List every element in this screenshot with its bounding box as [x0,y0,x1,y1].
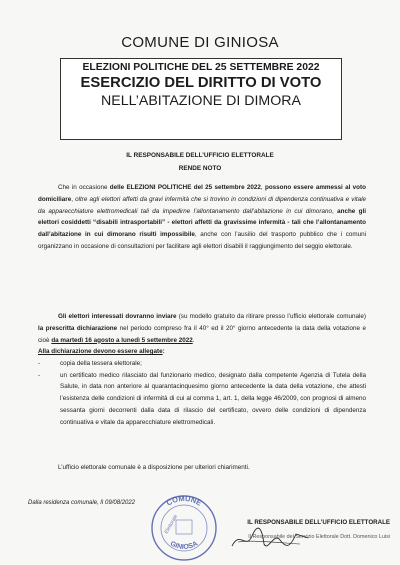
list-item [38,370,366,429]
attachment-2: un certificato medico rilasciato dal funzionario medico, designato dalla competente Agenzia di Tutela della Salute, in data non anteriore al quarantacinquesimo giorno antecedente la data della votazione, che attesti l’esistenza delle condizioni di infermità di cui al comma 1, art. 1, della legge 46/2009, con prognosi di almeno sessanta giorni decorrenti dalla data di rilascio del certificato, ovvero delle condizioni di dipendenza continuativa e vitale da apparecchiature elettromedicali. [60,371,366,426]
header [0,34,400,51]
paragraph-eligibility [38,182,366,253]
svg-text:GINIOSA [169,540,199,551]
list-bullet: - [38,359,41,367]
p2-text-f: . [192,336,195,344]
p2-date-range: da martedì 16 agosto a lunedì 5 settembre 2022 [51,336,193,344]
list-item [38,358,366,370]
p2-text-a: Gli elettori interessati dovranno inviare [58,313,177,320]
paragraph-info [38,462,366,474]
stamp-side-text: Elettorale [163,513,180,535]
attachments-intro: Alla dichiarazione devono essere allegate [38,348,163,355]
notice-subtitle: NELL’ABITAZIONE DI DIMORA [101,93,301,109]
handwritten-signature [230,526,310,552]
p2-indent [38,313,58,320]
svg-text:COMUNE [165,494,204,508]
dateline: Dalla residenza comunale, lì 09/08/2022 [28,500,136,506]
p2-text-c: la prescritta dichiarazione [38,324,118,332]
municipal-stamp [145,490,223,562]
rende-noto-heading: RENDE NOTO [178,165,222,172]
p1-text-i: , anche con l’ausilio del trasporto pubblico che i comuni organizzano in occasione di consultazioni per facilitare agli elettori disabili il raggiungimento del seggio elettorale. [38,231,366,250]
attachments-list [38,358,366,429]
issuer-heading: IL RESPONSABILE DELL’UFFICIO ELETTORALE [126,152,274,159]
p1-text-f: oltre agli elettori affetti da gravi infermità che si trovino in condizioni di dipendenza continuativa e vitale da apparecchiature elettromedicali tali da impedirne l’allontanamento dall’abitazione in cui dimorano [38,195,366,215]
p2-text-d: nel periodo compreso fra il 40° ed il 20° giorno antecedente la data della votazione e cioè [38,324,366,344]
signatory-name: Il Responsabile del Servizio Elettorale Dott. Domenico Luisi [248,534,390,540]
p1-text-c: , [260,184,265,191]
stamp-emblem-icon [176,520,192,534]
p4-text: L’ufficio elettorale comunale è a disposizione per ulteriori chiarimenti. [58,464,250,471]
p1-text-b: delle ELEZIONI POLITICHE del 25 settembre 2022 [109,184,261,191]
municipality-name: COMUNE DI GINIOSA [121,34,279,51]
attachments-colon: : [162,348,165,355]
paragraph-attachments [38,346,366,429]
signatory-title: IL RESPONSABILE DELL’UFFICIO ELETTORALE [247,519,390,526]
p1-text-h: anche gli elettori cosiddetti “disabili intrasportabili” - elettori affetti da gravissime infermità - tali che l’allontanamento dall’abitazione in cui dimorano risulti impossibile [38,207,366,239]
p1-text-e: , [71,195,76,203]
attachment-1: copia della tessera elettorale; [60,359,142,367]
p1-text-g: , [331,207,338,215]
p1-text-d: possono essere ammessi al voto domiciliare [38,184,366,203]
stamp-bottom-text: GINIOSA [168,540,200,551]
p1-text-a: Che in occasione [58,184,110,191]
title-banner [60,58,342,140]
election-title: ELEZIONI POLITICHE DEL 25 SETTEMBRE 2022 [82,62,320,73]
paragraph-deadline [38,311,366,346]
p4-indent [38,464,58,471]
notice-title: ESERCIZIO DEL DIRITTO DI VOTO [80,75,322,91]
stamp-top-text: COMUNE [164,493,204,508]
list-bullet: - [38,371,41,379]
p2-text-b: (su modello gratuito da ritirare presso l’ufficio elettorale comunale) [176,313,366,320]
